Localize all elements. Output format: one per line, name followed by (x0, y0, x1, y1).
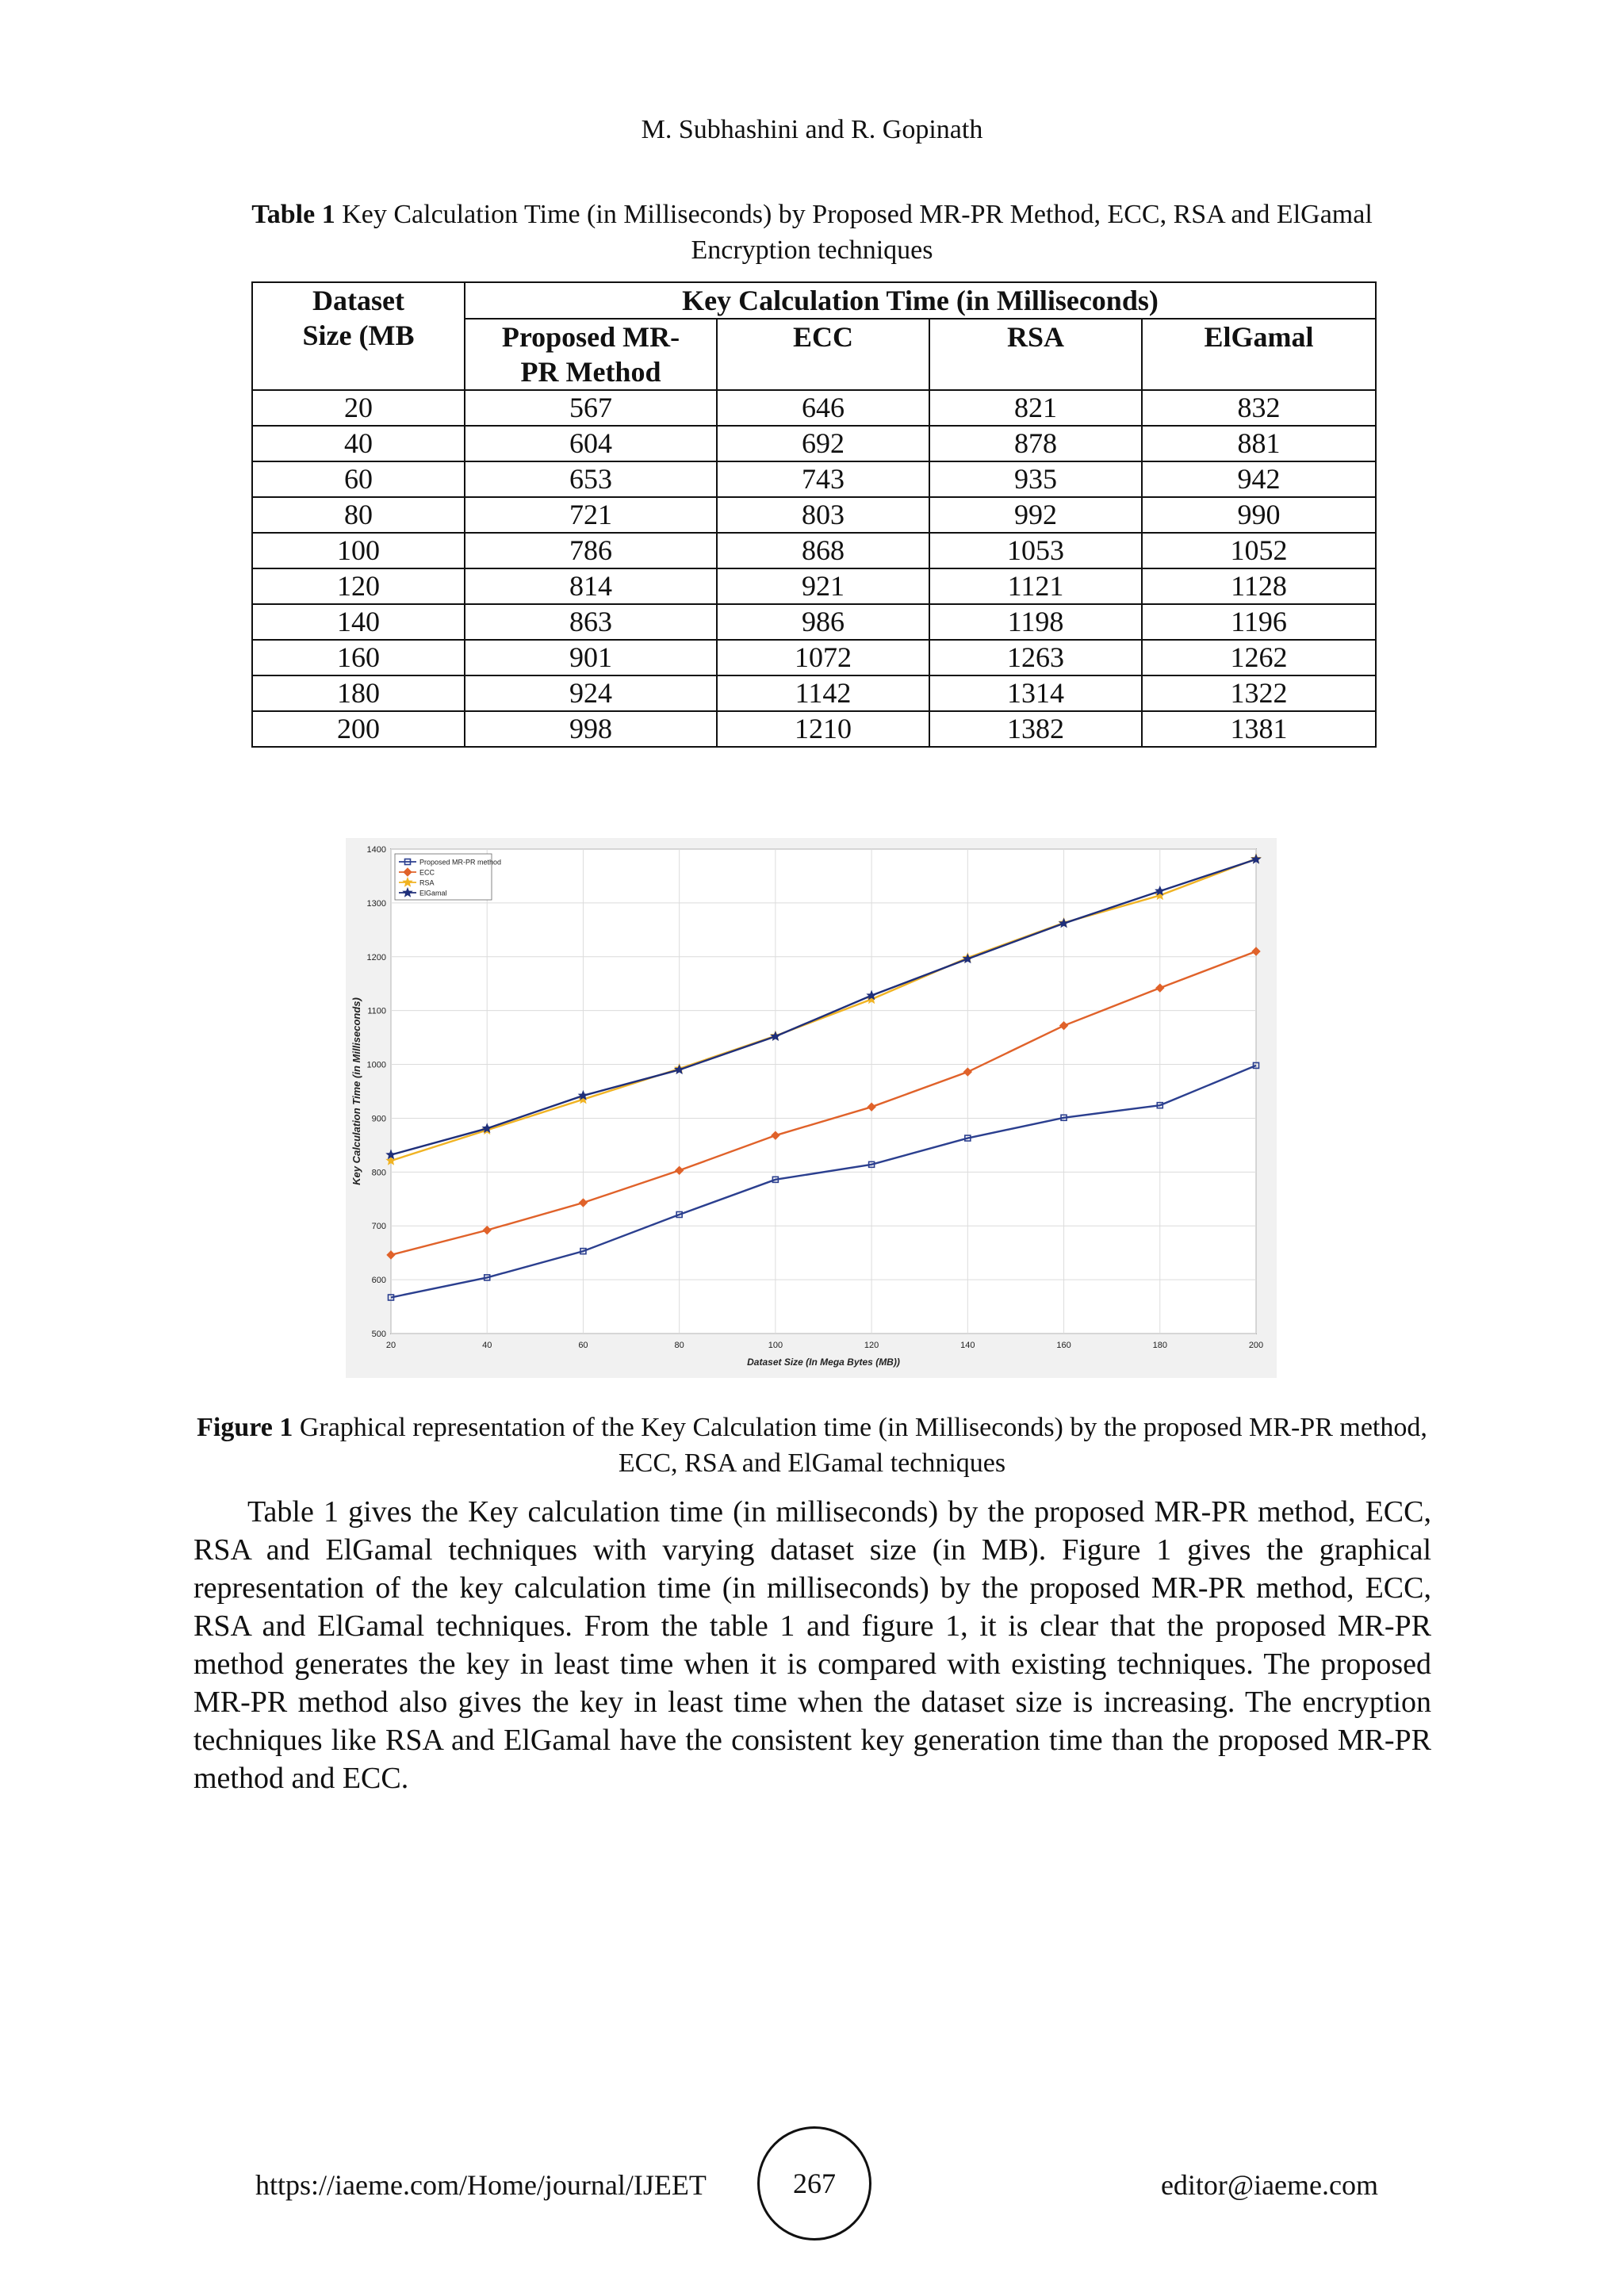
legend-label: RSA (419, 878, 435, 887)
table-cell: 1196 (1142, 604, 1376, 640)
x-tick-label: 60 (578, 1341, 588, 1350)
legend-label: Proposed MR-PR method (419, 858, 502, 867)
table-cell: 567 (465, 390, 717, 426)
table-cell: 1314 (929, 675, 1142, 711)
table-cell: 1382 (929, 711, 1142, 747)
table-cell: 1263 (929, 640, 1142, 675)
x-tick-label: 80 (674, 1341, 684, 1350)
x-axis-label: Dataset Size (In Mega Bytes (MB)) (747, 1357, 900, 1368)
table-cell: 60 (252, 461, 465, 497)
y-tick-label: 1400 (366, 845, 386, 855)
table-cell: 942 (1142, 461, 1376, 497)
legend-label: ECC (419, 868, 435, 877)
table-row (252, 604, 1376, 640)
table-cell: 721 (465, 497, 717, 533)
y-tick-label: 1300 (366, 898, 386, 909)
table-cell: 120 (252, 568, 465, 604)
x-tick-label: 180 (1152, 1341, 1167, 1350)
y-axis-label: Key Calculation Time (in Milliseconds) (350, 997, 362, 1185)
table-row (252, 461, 1376, 497)
key-calculation-table (251, 281, 1377, 748)
table-cell: 814 (465, 568, 717, 604)
table-cell: 1052 (1142, 533, 1376, 568)
y-tick-label: 700 (371, 1222, 386, 1232)
table-cell: 646 (717, 390, 929, 426)
table-cell: 1128 (1142, 568, 1376, 604)
table-cell: 935 (929, 461, 1142, 497)
y-tick-label: 800 (371, 1168, 386, 1178)
table-cell: 100 (252, 533, 465, 568)
table-cell: 140 (252, 604, 465, 640)
table-cell: 863 (465, 604, 717, 640)
table-cell: 786 (465, 533, 717, 568)
table-cell: 924 (465, 675, 717, 711)
table-cell: 1262 (1142, 640, 1376, 675)
table-cell: 1142 (717, 675, 929, 711)
table-row (252, 390, 1376, 426)
table-cell: 604 (465, 426, 717, 461)
table-cell: 1121 (929, 568, 1142, 604)
x-tick-label: 40 (482, 1341, 492, 1350)
footer-url: https://iaeme.com/Home/journal/IJEET (255, 2169, 707, 2201)
y-tick-label: 1200 (366, 952, 386, 962)
header-key-calc-time: Key Calculation Time (in Milliseconds) (465, 282, 1376, 319)
running-head: M. Subhashini and R. Gopinath (641, 115, 983, 144)
table-caption-text: Key Calculation Time (in Milliseconds) by Proposed MR-PR Method, ECC, RSA and ElGamal Encryption techniques (335, 200, 1373, 265)
footer-email: editor@iaeme.com (1160, 2169, 1378, 2201)
y-tick-label: 600 (371, 1276, 386, 1286)
table-cell: 803 (717, 497, 929, 533)
body-paragraph: Table 1 gives the Key calculation time (in milliseconds) by the proposed MR-PR method, ECC, RSA and ElGamal techniques with varying dataset size (in MB). Figure 1 gives the graphical representation of the key calculation time (in milliseconds) by the proposed MR-PR method, ECC, RSA and ElGamal techniques. From the table 1 and figure 1, it is clear that the proposed MR-PR method generates the key in least time when it is compared with existing techniques. The proposed MR-PR method also gives the key in least time when the dataset size is increasing. The encryption techniques like RSA and ElGamal have the consistent key generation time than the proposed MR-PR method and ECC. (193, 1495, 1431, 1795)
table-cell: 1053 (929, 533, 1142, 568)
x-tick-label: 120 (864, 1341, 879, 1350)
y-tick-label: 1100 (367, 1006, 386, 1016)
table-cell: 878 (929, 426, 1142, 461)
table-cell: 180 (252, 675, 465, 711)
figure-1-chart (346, 838, 1277, 1378)
x-tick-label: 200 (1248, 1341, 1264, 1350)
table-cell: 80 (252, 497, 465, 533)
figure-caption-label: Figure 1 (197, 1413, 293, 1442)
table-cell: 998 (465, 711, 717, 747)
table-cell: 868 (717, 533, 929, 568)
table-cell: 200 (252, 711, 465, 747)
x-tick-label: 100 (768, 1341, 783, 1350)
y-tick-label: 1000 (366, 1060, 386, 1070)
figure-caption-text: Graphical representation of the Key Calculation time (in Milliseconds) by the proposed MR-PR method, ECC, RSA and ElGamal techniques (293, 1413, 1427, 1478)
table-row (252, 675, 1376, 711)
table-row (252, 640, 1376, 675)
figure-caption (187, 1410, 1437, 1481)
table-cell: 986 (717, 604, 929, 640)
y-tick-label: 500 (371, 1330, 386, 1339)
table-cell: 1072 (717, 640, 929, 675)
table-row (252, 533, 1376, 568)
x-tick-label: 20 (385, 1341, 396, 1350)
table-row (252, 497, 1376, 533)
header-mrpr: Proposed MR-PR Method (465, 319, 717, 390)
table-cell: 1198 (929, 604, 1142, 640)
table-cell: 1381 (1142, 711, 1376, 747)
table-cell: 40 (252, 426, 465, 461)
x-tick-label: 140 (960, 1341, 975, 1350)
table-caption-label: Table 1 (251, 200, 335, 229)
table-row (252, 568, 1376, 604)
table-cell: 821 (929, 390, 1142, 426)
y-tick-label: 900 (371, 1114, 386, 1124)
table-cell: 990 (1142, 497, 1376, 533)
table-body (252, 390, 1376, 747)
table-cell: 20 (252, 390, 465, 426)
header-dataset-size: Dataset Size (MB (252, 282, 465, 390)
table-cell: 743 (717, 461, 929, 497)
page-number: 267 (757, 2126, 871, 2241)
table-cell: 160 (252, 640, 465, 675)
table-cell: 1322 (1142, 675, 1376, 711)
table-cell: 1210 (717, 711, 929, 747)
table-caption (230, 197, 1394, 268)
header-ecc: ECC (717, 319, 929, 390)
table-cell: 881 (1142, 426, 1376, 461)
header-elgamal: ElGamal (1142, 319, 1376, 390)
line-chart (346, 838, 1277, 1378)
legend-label: ElGamal (419, 889, 447, 897)
table-cell: 921 (717, 568, 929, 604)
header-rsa: RSA (929, 319, 1142, 390)
table-cell: 832 (1142, 390, 1376, 426)
table-row (252, 711, 1376, 747)
x-tick-label: 160 (1056, 1341, 1071, 1350)
table-row (252, 426, 1376, 461)
table-cell: 901 (465, 640, 717, 675)
table-cell: 692 (717, 426, 929, 461)
table-cell: 653 (465, 461, 717, 497)
plot-area (391, 849, 1256, 1334)
table-cell: 992 (929, 497, 1142, 533)
